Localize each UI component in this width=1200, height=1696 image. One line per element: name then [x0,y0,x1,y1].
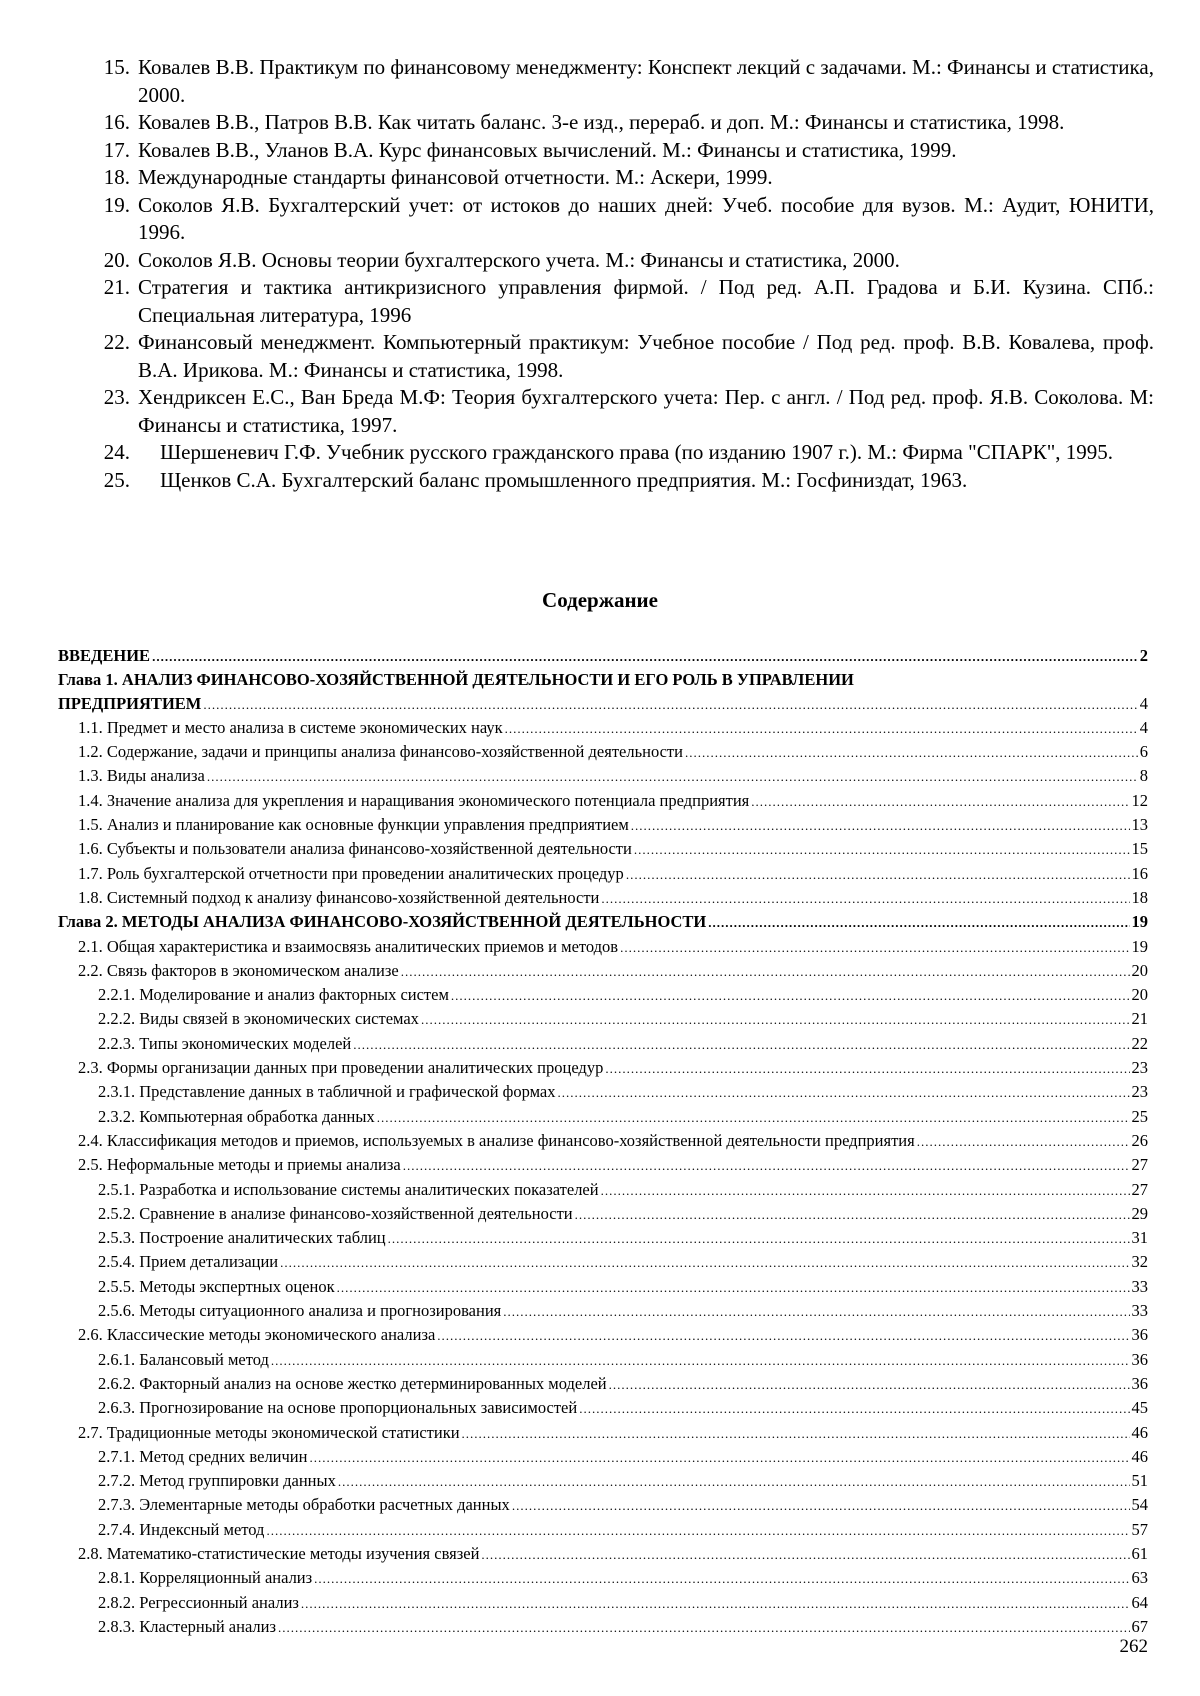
leader-dots [620,936,1129,959]
reference-text: Ковалев В.В. Практикум по финансовому менеджменту: Конспект лекций с задачами. М.: Финансы и статистика, 2000. [138,55,1154,107]
toc-entry[interactable] [58,1421,1148,1445]
leader-dots [338,1470,1130,1493]
toc-entry[interactable] [58,644,1148,668]
leader-dots [271,1349,1130,1372]
toc-entry[interactable] [58,910,1148,934]
toc-entry-title: 2.8. Математико-статистические методы изучения связей [78,1543,480,1563]
toc-entry-title: 2.4. Классификация методов и приемов, используемых в анализе финансово-хозяйственной деятельности предприятия [78,1130,915,1150]
toc-entry[interactable] [58,1250,1148,1274]
toc-entry[interactable] [58,692,1148,716]
leader-dots [280,1251,1129,1274]
toc-entry[interactable] [58,1299,1148,1323]
toc-entry-page: 29 [1131,1203,1148,1223]
toc-entry[interactable] [58,1396,1148,1420]
toc-entry-page: 67 [1131,1616,1148,1636]
leader-dots [403,1154,1130,1177]
toc-entry[interactable] [58,1518,1148,1542]
leader-dots [421,1008,1130,1031]
toc-entry-page: 20 [1131,960,1148,980]
toc-entry-page: 33 [1131,1276,1148,1296]
toc-entry-page: 33 [1131,1301,1148,1321]
toc-entry-title: 1.5. Анализ и планирование как основные функции управления предприятием [78,815,629,835]
toc-entry[interactable] [58,983,1148,1007]
leader-dots [601,887,1129,910]
toc-entry-title: 1.1. Предмет и место анализа в системе экономических наук [78,717,503,737]
toc-entry-page: 25 [1131,1106,1148,1126]
reference-text: Шершеневич Г.Ф. Учебник русского гражданского права (по изданию 1907 г.). М.: Фирма "СПАРК", 1995. [160,440,1114,464]
reference-text: Международные стандарты финансовой отчетности. М.: Аскери, 1999. [138,165,773,189]
reference-text: Соколов Я.В. Бухгалтерский учет: от истоков до наших дней: Учеб. пособие для вузов. М.: Аудит, ЮНИТИ, 1996. [138,192,1154,244]
toc-entry-title: 2.3.1. Представление данных в табличной и графической формах [98,1082,556,1102]
toc-entry[interactable] [58,740,1148,764]
toc-entry[interactable] [58,1032,1148,1056]
toc-entry[interactable] [58,1153,1148,1177]
toc-entry-title: ВВЕДЕНИЕ [58,646,151,665]
toc-entry[interactable] [58,1202,1148,1226]
reference-number: 18. [103,165,130,189]
leader-dots [751,790,1129,813]
toc-entry[interactable] [58,1372,1148,1396]
reference-text: Соколов Я.В. Основы теории бухгалтерского учета. М.: Финансы и статистика, 2000. [138,247,900,272]
toc-entry[interactable] [58,1469,1148,1493]
reference-text: Ковалев В.В., Патров В.В. Как читать баланс. 3-е изд., перераб. и доп. М.: Финансы и статистика, 1998. [138,110,1065,134]
toc-entry-page: 45 [1131,1398,1148,1418]
toc-entry-page: 4 [1139,693,1148,713]
reference-number: 16. [103,110,130,134]
reference-text: Финансовый менеджмент. Компьютерный практикум: Учебное пособие / Под ред. проф. В.В. Ковалева, проф. В.А. Ирикова. М.: Финансы и статистика, 1998. [138,330,1154,382]
toc-entry-title: 2.7.3. Элементарные методы обработки расчетных данных [98,1495,510,1515]
toc-entry[interactable] [58,935,1148,959]
reference-number: 25. [103,467,130,492]
toc-entry-page: 63 [1131,1568,1148,1588]
toc-entry-page: 19 [1131,912,1148,932]
toc-entry-page: 57 [1131,1519,1148,1539]
leader-dots [377,1106,1130,1129]
list-item [84,384,1154,439]
toc-entry-title: 2.7.4. Индексный метод [98,1519,265,1539]
toc-entry-page: 22 [1131,1033,1148,1053]
toc-entry-title: 1.6. Субъекты и пользователи анализа финансово-хозяйственной деятельности [78,839,632,859]
toc-entry-title: 2.2. Связь факторов в экономическом анализе [78,960,399,980]
toc-entry[interactable] [58,1615,1148,1639]
list-item [84,274,1154,329]
leader-dots [266,1519,1129,1542]
page-number: 262 [1119,1636,1148,1657]
leader-dots [401,960,1130,983]
list-item [84,54,1154,109]
toc-entry-title-line: Глава 1. АНАЛИЗ ФИНАНСОВО-ХОЗЯЙСТВЕННОЙ ДЕЯТЕЛЬНОСТИ И ЕГО РОЛЬ В УПРАВЛЕНИИ [58,670,854,690]
toc-entry-page: 16 [1131,863,1148,883]
toc-entry[interactable] [58,1226,1148,1250]
toc-entry-title: 2.5.2. Сравнение в анализе финансово-хозяйственной деятельности [98,1203,573,1223]
toc-entry-page: 36 [1131,1373,1148,1393]
list-item [84,192,1154,247]
toc-entry-title: 2.6.3. Прогнозирование на основе пропорциональных зависимостей [98,1398,578,1418]
leader-dots [314,1567,1129,1590]
toc-entry-title: 1.2. Содержание, задачи и принципы анализа финансово-хозяйственной деятельности [78,742,683,762]
toc-entry[interactable] [58,1007,1148,1031]
toc-entry[interactable] [58,1056,1148,1080]
toc-entry-title: 2.7.1. Метод средних величин [98,1446,308,1466]
toc-entry-title: 2.6.1. Балансовый метод [98,1349,269,1369]
toc-entry-title: 2.1. Общая характеристика и взаимосвязь аналитических приемов и методов [78,936,619,956]
toc-entry-page: 36 [1131,1325,1148,1345]
list-item [84,137,1154,165]
toc-entry[interactable] [58,1129,1148,1153]
leader-dots [301,1592,1130,1615]
toc-entry-title: 2.6.2. Факторный анализ на основе жестко детерминированных моделей [98,1373,607,1393]
toc-entry[interactable] [58,764,1148,788]
toc-entry[interactable] [58,862,1148,886]
reference-number: 21. [103,275,130,299]
toc-entry-title: 2.5. Неформальные методы и приемы анализа [78,1155,401,1175]
leader-dots [708,911,1129,934]
toc-entry-title: 2.7. Традиционные методы экономической статистики [78,1422,460,1442]
toc-entry-title: 2.3. Формы организации данных при проведении аналитических процедур [78,1058,604,1078]
toc-entry-title: 2.8.1. Корреляционный анализ [98,1568,313,1588]
leader-dots [512,1494,1130,1517]
toc-entry-title: Глава 2. МЕТОДЫ АНАЛИЗА ФИНАНСОВО-ХОЗЯЙСТВЕННОЙ ДЕЯТЕЛЬНОСТИ [58,912,707,932]
list-item [84,467,1154,495]
reference-text: Хендриксен Е.С., Ван Бреда М.Ф: Теория бухгалтерского учета: Пер. с англ. / Под ред. проф. Я.В. Соколова. М: Финансы и статистика, 1997. [138,385,1154,437]
toc-entry-title: 2.2.2. Виды связей в экономических системах [98,1009,419,1029]
toc-entry-page: 21 [1131,1009,1148,1029]
leader-dots [388,1227,1130,1250]
toc-entry-page: 46 [1131,1446,1148,1466]
leader-dots [278,1616,1130,1639]
toc-entry-title: 2.5.1. Разработка и использование системы аналитических показателей [98,1179,599,1199]
toc-entry[interactable] [58,1275,1148,1299]
leader-dots [917,1130,1130,1153]
toc-entry-page: 26 [1131,1130,1148,1150]
toc-entry[interactable] [58,1542,1148,1566]
leader-dots [207,765,1138,788]
toc-entry-page: 46 [1131,1422,1148,1442]
reference-number: 22. [103,330,130,354]
toc-entry[interactable] [58,1080,1148,1104]
leader-dots [601,1179,1130,1202]
toc-entry-page: 13 [1131,815,1148,835]
leader-dots [337,1276,1130,1299]
leader-dots [579,1397,1129,1420]
toc-entry-page: 27 [1131,1179,1148,1199]
toc-entry-page: 19 [1131,936,1148,956]
toc-entry-title: 2.5.6. Методы ситуационного анализа и прогнозирования [98,1301,502,1321]
toc-entry-page: 15 [1131,839,1148,859]
toc-entry[interactable] [58,1178,1148,1202]
toc-entry[interactable] [58,1445,1148,1469]
toc-entry-page: 36 [1131,1349,1148,1369]
toc-entry[interactable] [58,1105,1148,1129]
leader-dots [631,814,1130,837]
toc-entry-title: 2.3.2. Компьютерная обработка данных [98,1106,375,1126]
leader-dots [609,1373,1130,1396]
toc-entry[interactable] [58,716,1148,740]
toc-entry[interactable] [58,886,1148,910]
toc-entry[interactable] [58,813,1148,837]
toc-entry-page: 51 [1131,1471,1148,1491]
leader-dots [505,717,1138,740]
toc-entry-page: 64 [1131,1592,1148,1612]
toc-entry-title: 2.8.2. Регрессионный анализ [98,1592,299,1612]
toc-entry-page: 23 [1131,1058,1148,1078]
reference-text: Стратегия и тактика антикризисного управления фирмой. / Под ред. А.П. Градова и Б.И. Кузина. СПб.: Специальная литература, 1996 [138,275,1154,327]
toc-entry-title: 2.7.2. Метод группировки данных [98,1471,336,1491]
toc-entry-page: 4 [1139,717,1148,737]
toc-entry-title: 2.6. Классические методы экономического анализа [78,1325,436,1345]
leader-dots [605,1057,1129,1080]
toc-entry-title: 2.2.1. Моделирование и анализ факторных систем [98,985,449,1005]
toc-entry-title: 1.8. Системный подход к анализу финансово-хозяйственной деятельности [78,887,600,907]
toc-entry[interactable] [58,1348,1148,1372]
toc-entry-page: 61 [1131,1543,1148,1563]
toc-entry-page: 27 [1131,1155,1148,1175]
list-item [84,247,1154,275]
toc-entry-page: 32 [1131,1252,1148,1272]
leader-dots [626,863,1130,886]
contents-heading: Содержание [542,588,658,612]
list-item [84,439,1154,467]
toc-entry[interactable] [58,1566,1148,1590]
reference-number: 17. [103,137,130,162]
toc-entry-page: 23 [1131,1082,1148,1102]
toc-entry-page: 6 [1139,742,1148,762]
toc-entry-title: 2.5.4. Прием детализации [98,1252,279,1272]
leader-dots [437,1324,1129,1347]
toc-entry-page: 2 [1139,646,1148,665]
toc-entry[interactable] [58,1493,1148,1517]
toc-entry-title: 1.7. Роль бухгалтерской отчетности при проведении аналитических процедур [78,863,624,883]
leader-dots [558,1081,1130,1104]
list-item [84,329,1154,384]
leader-dots [503,1300,1129,1323]
toc-entry[interactable] [58,789,1148,813]
reference-text: Ковалев В.В., Уланов В.А. Курс финансовых вычислений. М.: Финансы и статистика, 1999. [138,137,957,162]
leader-dots [152,645,1138,668]
reference-number: 24. [103,440,130,464]
reference-number: 15. [103,55,130,79]
toc-entry[interactable] [58,1591,1148,1615]
toc-entry-page: 18 [1131,887,1148,907]
toc-entry-page: 12 [1131,790,1148,810]
table-of-contents [58,644,1148,1639]
reference-text: Щенков С.А. Бухгалтерский баланс промышленного предприятия. М.: Госфиниздат, 1963. [160,467,968,492]
list-item [84,109,1154,137]
toc-entry[interactable] [58,837,1148,861]
leader-dots [309,1446,1129,1469]
toc-entry-page: 20 [1131,985,1148,1005]
toc-entry-page: 8 [1139,766,1148,786]
toc-entry-title: 2.2.3. Типы экономических моделей [98,1033,352,1053]
toc-entry-page: 54 [1131,1495,1148,1515]
toc-entry-title: 2.5.3. Построение аналитических таблиц [98,1228,386,1248]
toc-entry-title: 2.8.3. Кластерный анализ [98,1616,276,1636]
leader-dots [462,1422,1130,1445]
leader-dots [353,1033,1129,1056]
leader-dots [451,984,1130,1007]
leader-dots [634,838,1130,861]
references-list [84,54,1154,494]
leader-dots [481,1543,1129,1566]
leader-dots [575,1203,1130,1226]
toc-entry-title: ПРЕДПРИЯТИЕМ [58,693,202,713]
toc-entry-page: 31 [1131,1228,1148,1248]
leader-dots [685,741,1138,764]
reference-number: 19. [103,192,130,217]
reference-number: 23. [103,385,130,409]
list-item [84,164,1154,192]
toc-entry-title: 1.4. Значение анализа для укрепления и наращивания экономического потенциала предприятия [78,790,750,810]
leader-dots [203,693,1137,716]
reference-number: 20. [103,247,130,272]
toc-entry[interactable] [58,959,1148,983]
toc-entry[interactable] [58,1323,1148,1347]
toc-entry-title: 1.3. Виды анализа [78,766,205,786]
toc-entry-title: 2.5.5. Методы экспертных оценок [98,1276,335,1296]
